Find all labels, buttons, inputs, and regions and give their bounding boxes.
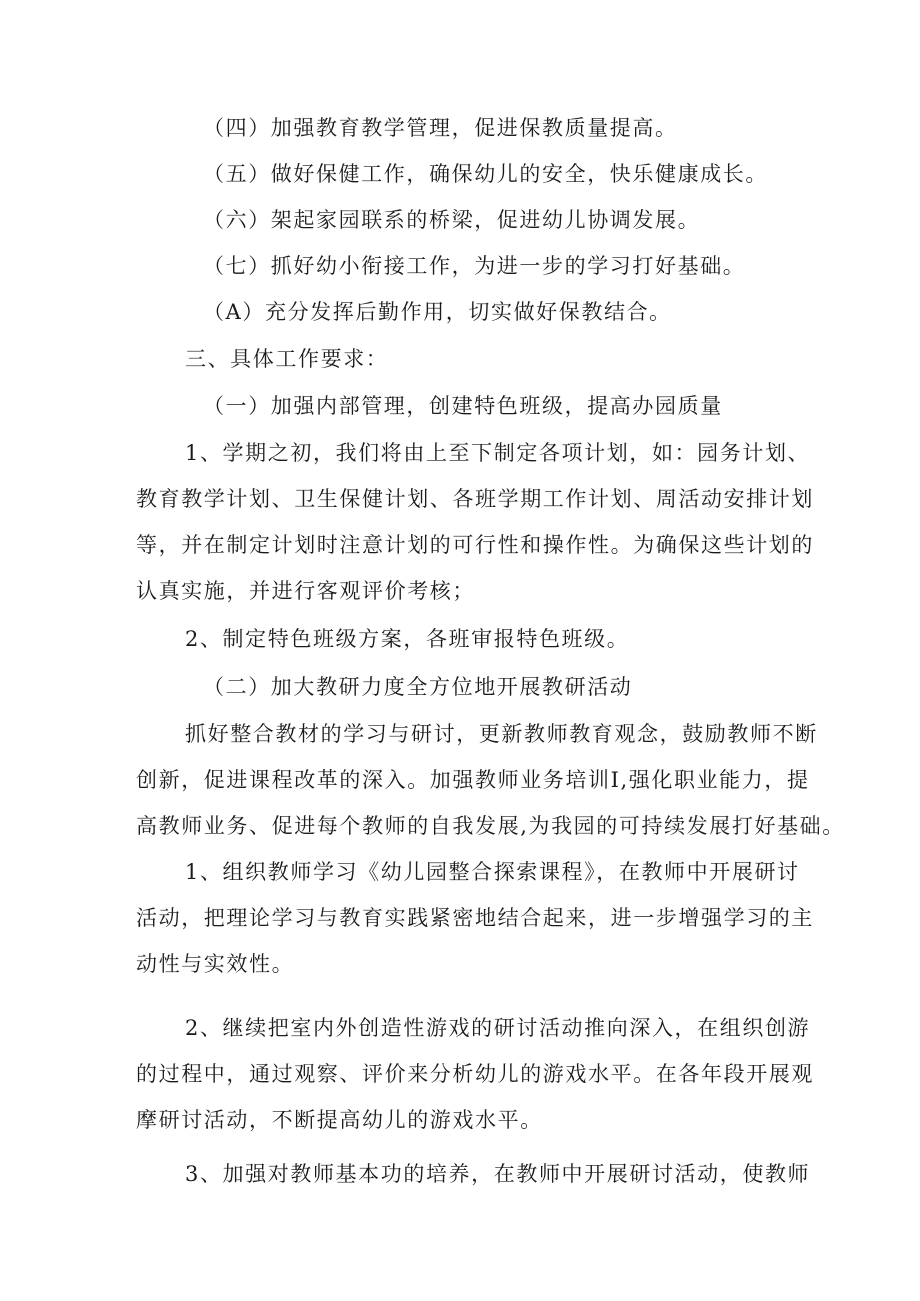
paragraph-line: 认真实施，并进行客观评价考核； (136, 579, 475, 603)
paragraph-line: 活动，把理论学习与教育实践紧密地结合起来，进一步增强学习的主 (136, 906, 814, 930)
paragraph-line: 的过程中，通过观察、评价来分析幼儿的游戏水平。在各年段开展观 (136, 1062, 814, 1086)
paragraph-line: 教育教学计划、卫生保健计划、各班学期工作计划、周活动安排计划 (136, 487, 814, 511)
subsection-heading-2: （二）加大教研力度全方位地开展教研活动 (203, 675, 633, 699)
paragraph-line: 摩研讨活动，不断提高幼儿的游戏水平。 (136, 1108, 543, 1132)
section-heading: 三、具体工作要求： (185, 347, 389, 371)
paragraph-line: 抓好整合教材的学习与研讨，更新教师教育观念，鼓励教师不断 (185, 722, 818, 746)
paragraph-line: 创新，促进课程改革的深入。加强教师业务培训I,强化职业能力，提 (136, 768, 810, 792)
paragraph-line: 1、学期之初，我们将由上至下制定各项计划，如：园务计划、 (185, 441, 811, 465)
paragraph-line: 2、制定特色班级方案，各班审报特色班级。 (185, 627, 630, 651)
paragraph-line: 动性与实效性。 (136, 952, 295, 976)
list-item-8: （A）充分发挥后勤作用，切实做好保教结合。 (203, 300, 672, 324)
paragraph-line: 1、组织教师学习《幼儿园整合探索课程》，在教师中开展研讨 (185, 860, 800, 884)
paragraph-line: 2、继续把室内外创造性游戏的研讨活动推向深入，在组织创游 (185, 1016, 811, 1040)
list-item-7: （七）抓好幼小衔接工作，为进一步的学习打好基础。 (203, 254, 746, 278)
subsection-heading-1: （一）加强内部管理，创建特色班级，提高办园质量 (203, 394, 723, 418)
paragraph-line: 3、加强对教师基本功的培养，在教师中开展研讨活动，使教师 (185, 1162, 811, 1186)
list-item-5: （五）做好保健工作，确保幼儿的安全，快乐健康成长。 (203, 162, 768, 186)
list-item-6: （六）架起家园联系的桥梁，促进幼儿协调发展。 (203, 208, 701, 232)
paragraph-line: 高教师业务、促进每个教师的自我发展,为我园的可持续发展打好基础。 (136, 814, 845, 838)
paragraph-line: 等，并在制定计划时注意计划的可行性和操作性。为确保这些计划的 (136, 533, 814, 557)
list-item-4: （四）加强教育教学管理，促进保教质量提高。 (203, 116, 678, 140)
